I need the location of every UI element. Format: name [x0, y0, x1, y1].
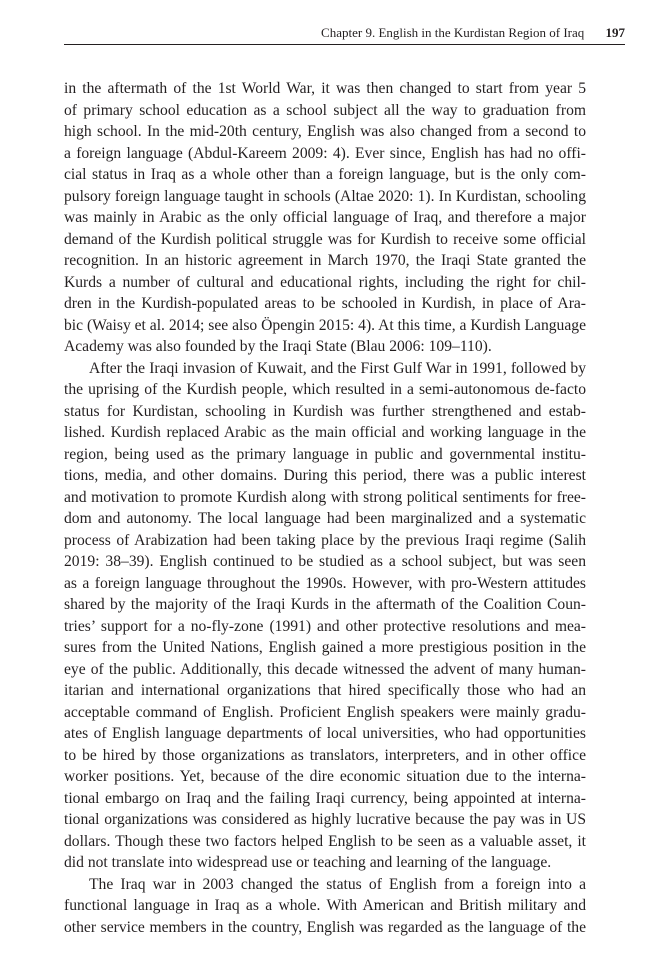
text-line: bic (Waisy et al. 2014; see also Öpengin 2015: 4). At this time, a Kurdish Language — [64, 316, 586, 334]
text-line: a foreign language (Abdul-Kareem 2009: 4). Ever since, English has had no offi- — [64, 144, 586, 162]
text-line: and motivation to promote Kurdish along with strong political sentiments for free- — [64, 488, 586, 506]
text-line: process of Arabization had been taking place by the previous Iraqi regime (Salih — [64, 531, 586, 549]
text-line: high school. In the mid-20th century, English was also changed from a second to — [64, 123, 586, 140]
text-line: did not translate into widespread use or teaching and learning of the language. — [64, 854, 552, 871]
text-line: in the aftermath of the 1st World War, it was then changed to start from year 5 — [64, 80, 586, 97]
text-line: cial status in Iraq as a whole other than a foreign language, but is the only com- — [64, 166, 586, 183]
text-line: pulsory foreign language taught in schools (Altae 2020: 1). In Kurdistan, schooling — [64, 187, 586, 205]
text-line: The Iraq war in 2003 changed the status of English from a foreign into a — [89, 875, 586, 893]
text-line: tional organizations was considered as highly lucrative because the pay was in US — [64, 811, 586, 828]
text-line: Kurds a number of cultural and educational rights, including the right for chil- — [64, 273, 586, 291]
text-line: 2019: 38–39). English continued to be studied as a school subject, but was seen — [64, 553, 586, 570]
text-line: of primary school education as a school subject all the way to graduation from — [64, 101, 586, 119]
text-line: the uprising of the Kurdish people, which resulted in a semi-autonomous de-facto — [64, 381, 586, 398]
paragraph-1 — [64, 78, 586, 358]
paragraph-2 — [64, 358, 586, 874]
text-line: shared by the majority of the Iraqi Kurds in the aftermath of the Coalition Coun- — [64, 596, 586, 613]
text-line: recognition. In an historic agreement in March 1970, the Iraqi State granted the — [64, 252, 586, 269]
text-line: worker positions. Yet, because of the dire economic situation due to the interna- — [64, 768, 586, 785]
text-line: functional language in Iraq as a whole. With American and British military and — [64, 897, 586, 914]
text-line: itarian and international organizations that hired specifically those who had an — [64, 682, 586, 699]
text-line: tional embargo on Iraq and the failing Iraqi currency, being appointed at interna- — [64, 789, 586, 807]
text-line: lished. Kurdish replaced Arabic as the main official and working language in the — [64, 424, 586, 441]
text-line: dollars. Though these two factors helped English to be seen as a valuable asset, it — [64, 832, 586, 850]
running-header — [64, 24, 625, 45]
text-line: ates of English language departments of local universities, who had opportunities — [64, 725, 586, 742]
text-line: eye of the public. Additionally, this decade witnessed the advent of many human- — [64, 660, 586, 678]
text-line: demand of the Kurdish political struggle was for Kurdish to receive some official — [64, 230, 586, 248]
text-line: region, being used as the primary language in public and governmental institu- — [64, 445, 586, 463]
page-number: 197 — [605, 25, 625, 40]
text-line: was mainly in Arabic as the only official language of Iraq, and therefore a major — [64, 209, 586, 226]
text-line: status for Kurdistan, schooling in Kurdish was further strengthened and estab- — [64, 402, 586, 420]
text-line: tions, media, and other domains. During this period, there was a public interest — [64, 467, 586, 484]
text-line: as a foreign language throughout the 1990s. However, with pro-Western attitudes — [64, 574, 586, 592]
text-line: dom and autonomy. The local language had been marginalized and a systematic — [64, 510, 586, 527]
chapter-title: Chapter 9. English in the Kurdistan Region of Iraq — [321, 25, 585, 40]
body-text — [64, 78, 586, 938]
text-line: tries’ support for a no-fly-zone (1991) and other protective resolutions and mea- — [64, 617, 586, 635]
text-line: other service members in the country, English was regarded as the language of the — [64, 918, 586, 936]
paragraph-3 — [64, 874, 586, 939]
text-line: to be hired by those organizations as translators, interpreters, and in other office — [64, 746, 586, 764]
text-line: After the Iraqi invasion of Kuwait, and the First Gulf War in 1991, followed by — [89, 359, 586, 377]
text-line: acceptable command of English. Proficient English speakers were mainly gradu- — [64, 703, 586, 721]
text-line: dren in the Kurdish-populated areas to be schooled in Kurdish, in place of Ara- — [64, 295, 586, 312]
text-line: sures from the United Nations, English gained a more prestigious position in the — [64, 639, 586, 656]
text-line: Academy was also founded by the Iraqi State (Blau 2006: 109–110). — [64, 338, 492, 355]
